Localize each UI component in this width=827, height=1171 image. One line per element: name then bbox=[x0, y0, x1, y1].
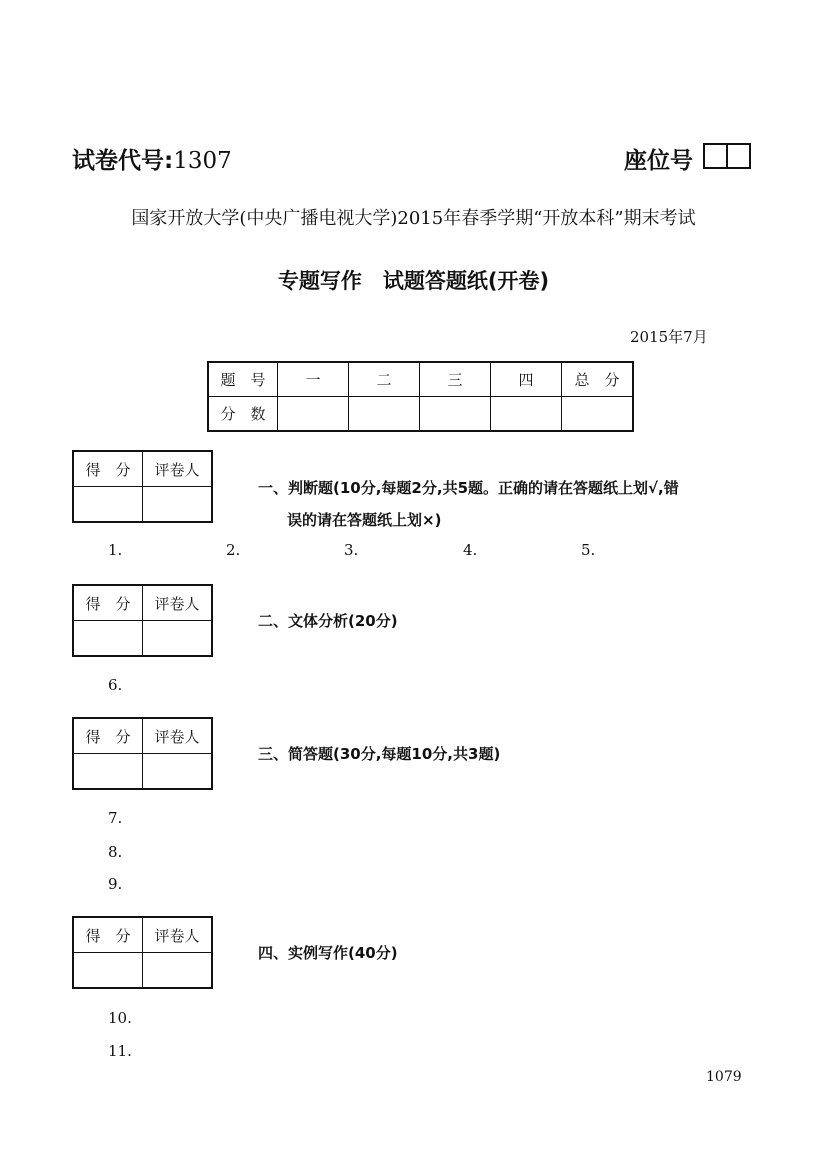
grader-label: 评卷人 bbox=[143, 451, 213, 487]
grader-label: 评卷人 bbox=[143, 917, 213, 953]
score-cell[interactable] bbox=[420, 397, 491, 432]
grader-cell[interactable] bbox=[143, 487, 213, 523]
grader-cell[interactable] bbox=[143, 621, 213, 657]
score-cell[interactable] bbox=[278, 397, 349, 432]
column-header: 二 bbox=[349, 362, 420, 397]
question-number: 1. bbox=[108, 541, 123, 559]
question-number: 11. bbox=[108, 1042, 132, 1060]
paper-code-label: 试卷代号: bbox=[72, 148, 174, 174]
section-title: 三、简答题(30分,每题10分,共3题) bbox=[258, 745, 501, 763]
seat-number-boxes[interactable] bbox=[703, 143, 751, 169]
score-cell[interactable] bbox=[562, 397, 634, 432]
grader-box bbox=[72, 717, 213, 790]
score-cell[interactable] bbox=[73, 621, 143, 657]
score-cell[interactable] bbox=[73, 953, 143, 989]
question-number: 9. bbox=[108, 875, 123, 893]
grader-box bbox=[72, 916, 213, 989]
grader-box bbox=[72, 584, 213, 657]
grader-box bbox=[72, 450, 213, 523]
section-title: 一、判断题(10分,每题2分,共5题。正确的请在答题纸上划√,错 bbox=[258, 479, 679, 497]
column-header: 总 分 bbox=[562, 362, 634, 397]
grader-label: 评卷人 bbox=[143, 718, 213, 754]
table-row bbox=[208, 362, 633, 397]
question-number: 5. bbox=[581, 541, 596, 559]
question-number: 2. bbox=[226, 541, 241, 559]
exam-date: 2015年7月 bbox=[630, 328, 708, 346]
column-header: 四 bbox=[491, 362, 562, 397]
score-label: 得 分 bbox=[73, 917, 143, 953]
column-header: 一 bbox=[278, 362, 349, 397]
score-cell[interactable] bbox=[73, 754, 143, 790]
question-number: 4. bbox=[463, 541, 478, 559]
table-row bbox=[208, 397, 633, 432]
section-title: 四、实例写作(40分) bbox=[258, 944, 398, 962]
question-number: 8. bbox=[108, 843, 123, 861]
exam-title: 国家开放大学(中央广播电视大学)2015年春季学期“开放本科”期末考试 bbox=[131, 208, 696, 229]
paper-code bbox=[72, 142, 232, 175]
score-cell[interactable] bbox=[73, 487, 143, 523]
question-number: 6. bbox=[108, 676, 123, 694]
paper-title: 专题写作 试题答题纸(开卷) bbox=[277, 269, 550, 293]
score-cell[interactable] bbox=[349, 397, 420, 432]
paper-code-value: 1307 bbox=[173, 148, 232, 174]
page-number: 1079 bbox=[706, 1069, 742, 1085]
seat-number-label: 座位号 bbox=[624, 148, 693, 174]
question-number: 10. bbox=[108, 1009, 132, 1027]
score-summary-table bbox=[207, 361, 634, 432]
row-header: 题 号 bbox=[208, 362, 278, 397]
grader-label: 评卷人 bbox=[143, 585, 213, 621]
grader-cell[interactable] bbox=[143, 754, 213, 790]
seat-box-2[interactable] bbox=[728, 145, 749, 167]
score-label: 得 分 bbox=[73, 718, 143, 754]
score-cell[interactable] bbox=[491, 397, 562, 432]
seat-box-1[interactable] bbox=[705, 145, 728, 167]
question-number: 3. bbox=[344, 541, 359, 559]
grader-cell[interactable] bbox=[143, 953, 213, 989]
score-label: 得 分 bbox=[73, 451, 143, 487]
column-header: 三 bbox=[420, 362, 491, 397]
section-title-continued: 误的请在答题纸上划×) bbox=[287, 511, 442, 529]
question-number: 7. bbox=[108, 809, 123, 827]
section-title: 二、文体分析(20分) bbox=[258, 612, 398, 630]
row-header: 分 数 bbox=[208, 397, 278, 432]
score-label: 得 分 bbox=[73, 585, 143, 621]
